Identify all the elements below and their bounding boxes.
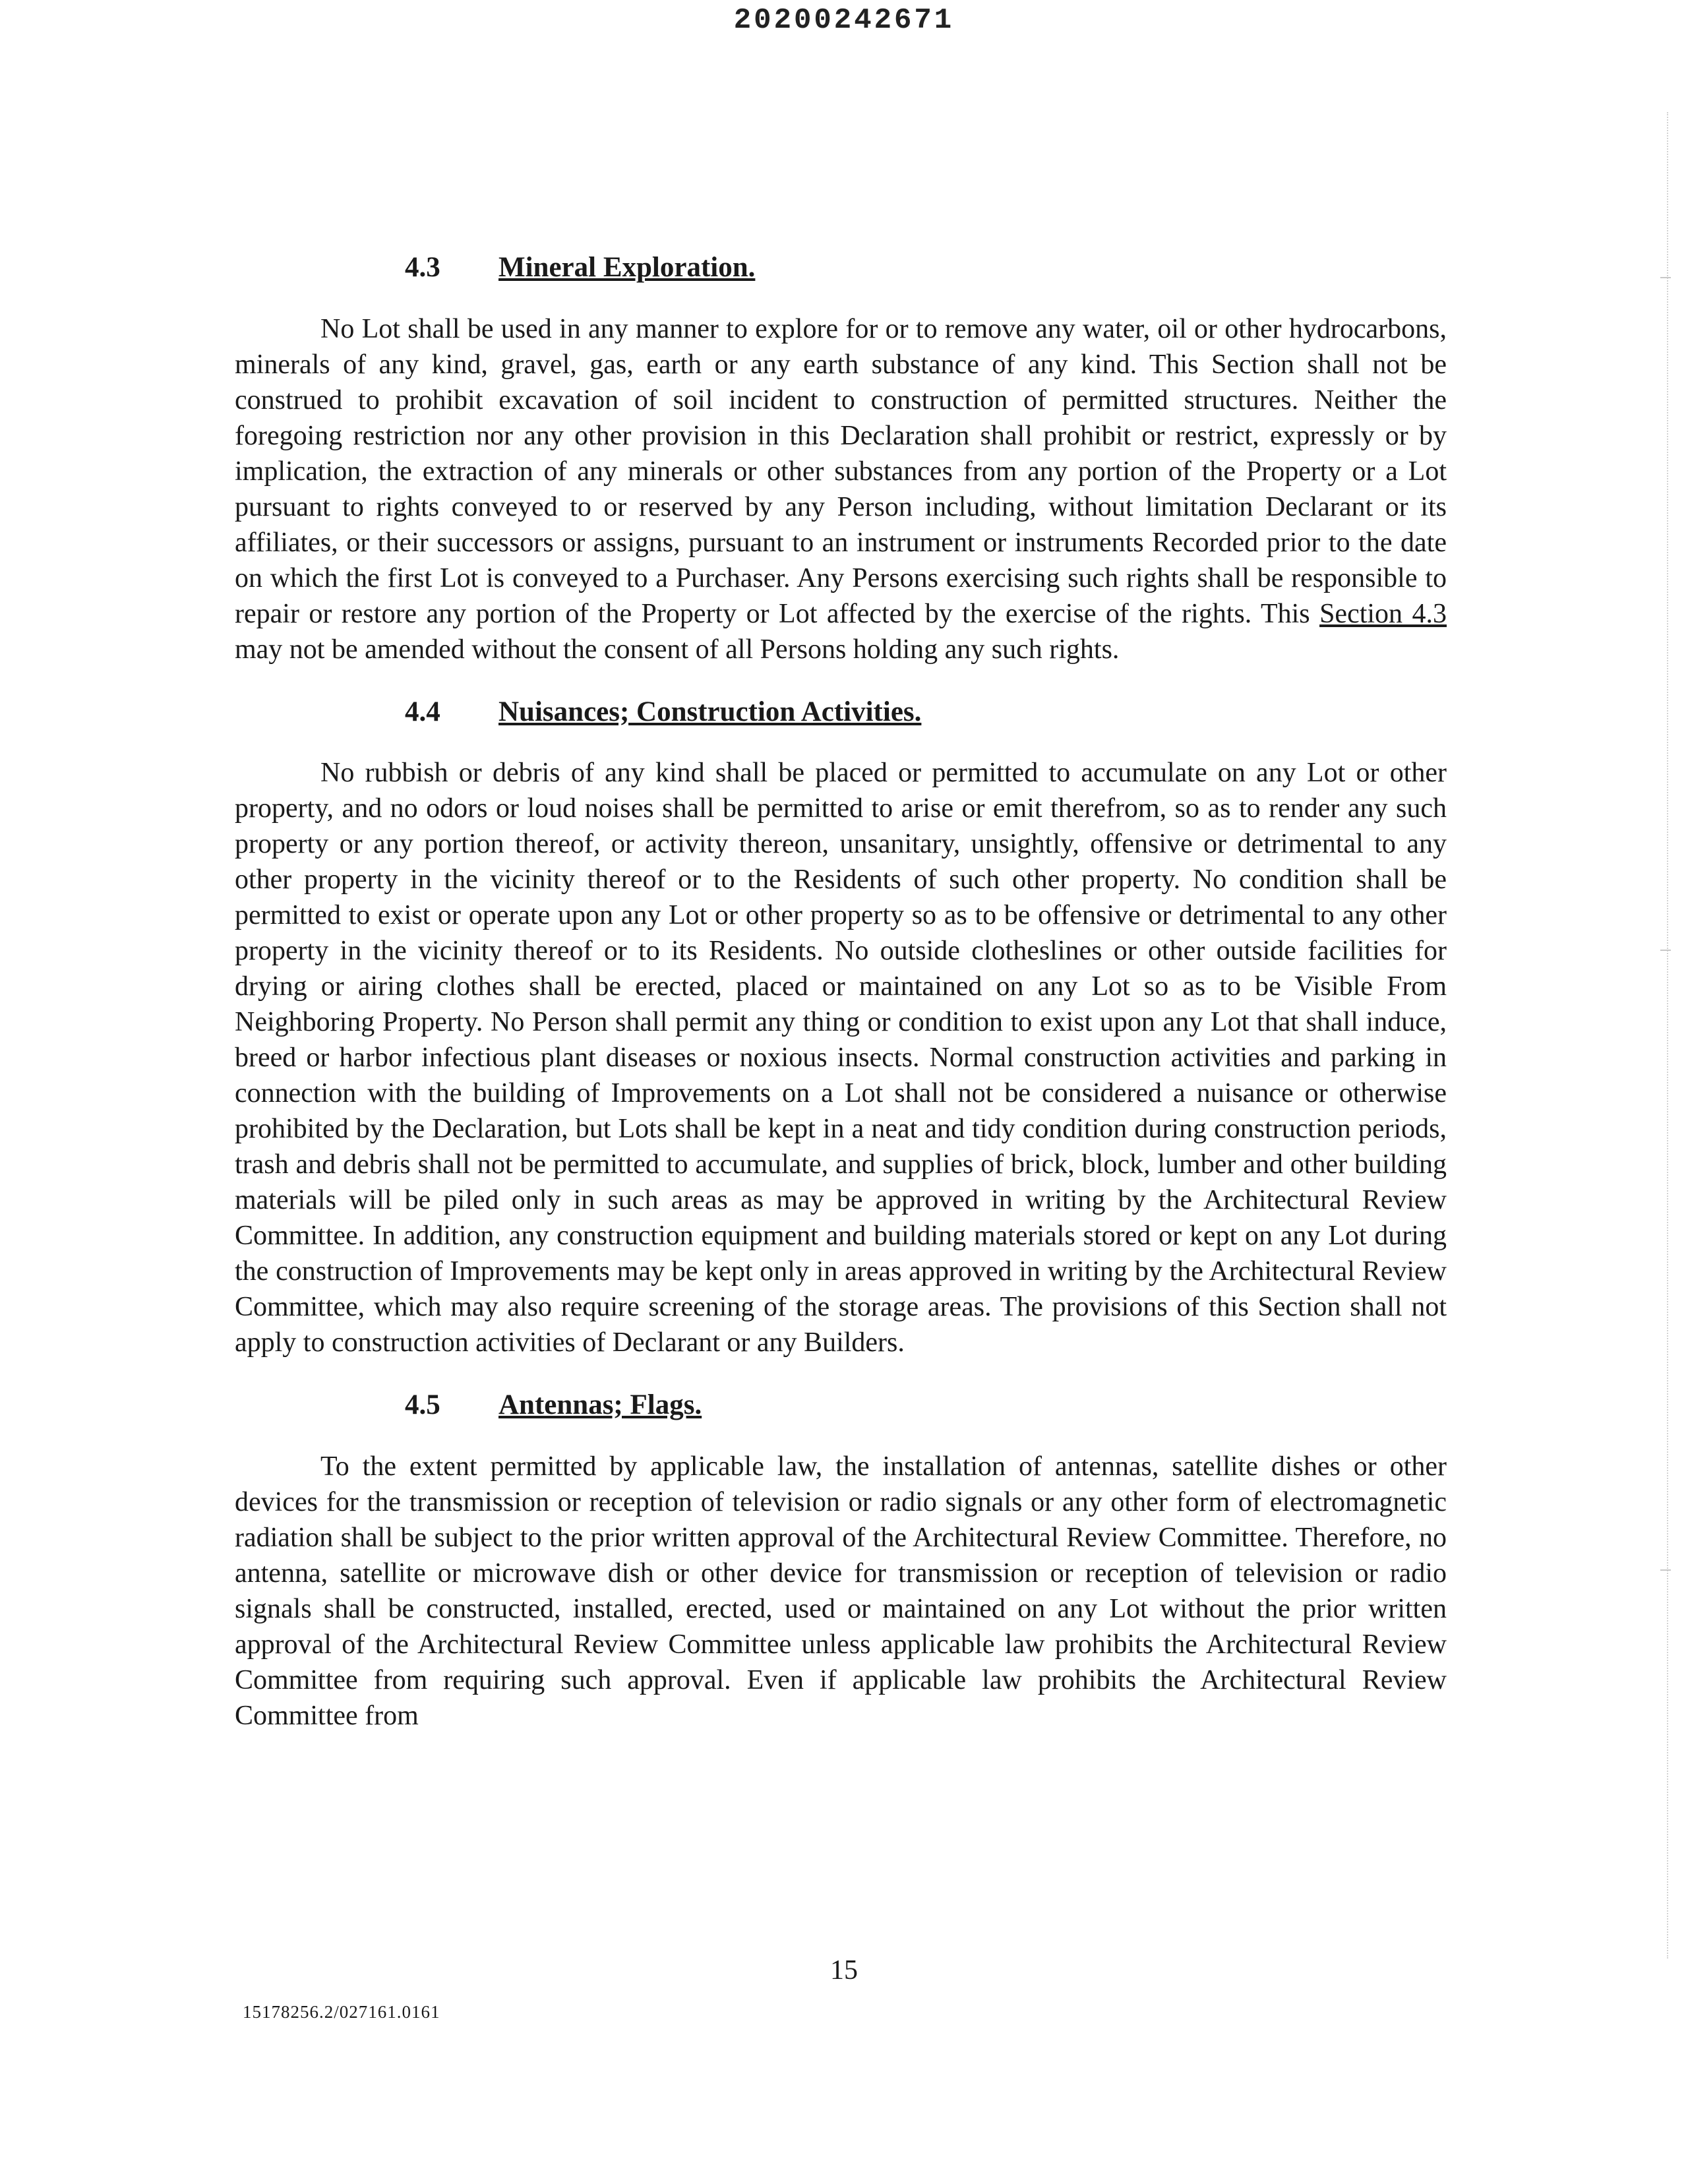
scan-edge-marks (1667, 112, 1670, 1958)
section-title: Mineral Exploration. (498, 252, 756, 283)
section-title: Nuisances; Construction Activities. (498, 696, 922, 727)
section-paragraph-4-4: No rubbish or debris of any kind shall be placed or permitted to accumulate on any Lot or other property, and no odors or loud noises shall be permitted to arise or emit therefrom, so as to render any such property or any portion thereof, or activity thereon, unsanitary, unsightly, offensive or detrimental to any other property in the vicinity thereof or to the Residents of such other property. No condition shall be permitted to exist or operate upon any Lot or other property so as to be offensive or detrimental to any other property in the vicinity thereof or to its Residents. No outside clotheslines or other outside facilities for drying or airing clothes shall be erected, placed or maintained on any Lot so as to be Visible From Neighboring Property. No Person shall permit any thing or condition to exist upon any Lot that shall induce, breed or harbor infectious plant diseases or noxious insects. Normal construction activities and parking in connection with the building of Improvements on a Lot shall not be considered a nuisance or otherwise prohibited by the Declaration, but Lots shall be kept in a neat and tidy condition during construction periods, trash and debris shall not be permitted to accumulate, and supplies of brick, block, lumber and other building materials will be piled only in such areas as may be approved in writing by the Architectural Review Committee. In addition, any construction equipment and building materials stored or kept on any Lot during the construction of Improvements may be kept only in areas approved in writing by the Architectural Review Committee, which may also require screening of the storage areas. The provisions of this Section shall not apply to construction activities of Declarant or any Builders. (235, 758, 1447, 1358)
section-paragraph-4-3 (235, 311, 1447, 667)
section-heading-4-4 (405, 695, 1447, 729)
document-body (235, 251, 1447, 1761)
paragraph-text: may not be amended without the consent of all Persons holding any such rights. (235, 634, 1120, 665)
document-number: 20200242671 (733, 4, 955, 37)
section-title: Antennas; Flags. (498, 1389, 702, 1421)
section-heading-4-3 (405, 251, 1447, 285)
section-reference: Section 4.3 (1319, 598, 1447, 629)
paragraph-text: No Lot shall be used in any manner to explore for or to remove any water, oil or other hydrocarbons, minerals of any kind, gravel, gas, earth or any earth substance of any kind. This Section shall not be construed to prohibit excavation of soil incident to construction of permitted structures. Neither the foregoing restriction nor any other provision in this Declaration shall prohibit or restrict, expressly or by implication, the extraction of any minerals or other substances from any portion of the Property or a Lot pursuant to rights conveyed to or reserved by any Person including, without limitation Declarant or its affiliates, or their successors or assigns, pursuant to an instrument or instruments Recorded prior to the date on which the first Lot is conveyed to a Purchaser. Any Persons exercising such rights shall be responsible to repair or restore any portion of the Property or Lot affected by the exercise of the rights. This (235, 313, 1447, 629)
document-id: 15178256.2/027161.0161 (243, 2002, 440, 2022)
section-number: 4.3 (405, 252, 440, 283)
scan-edge-tick (1660, 277, 1671, 278)
section-number: 4.5 (405, 1389, 440, 1421)
scan-edge-tick (1660, 1569, 1671, 1571)
section-paragraph-4-5: To the extent permitted by applicable law, the installation of antennas, satellite dishes or other devices for the transmission or reception of television or radio signals or any other form of electromagnetic radiation shall be subject to the prior written approval of the Architectural Review Committee. Therefore, no antenna, satellite or microwave dish or other device for transmission or reception of television or radio signals shall be constructed, installed, erected, used or maintained on any Lot without the prior written approval of the Architectural Review Committee unless applicable law prohibits the Architectural Review Committee from requiring such approval. Even if applicable law prohibits the Architectural Review Committee from (235, 1451, 1447, 1731)
section-heading-4-5 (405, 1388, 1447, 1422)
section-number: 4.4 (405, 696, 440, 727)
page-number: 15 (830, 1955, 858, 1986)
scan-edge-tick (1660, 950, 1671, 951)
